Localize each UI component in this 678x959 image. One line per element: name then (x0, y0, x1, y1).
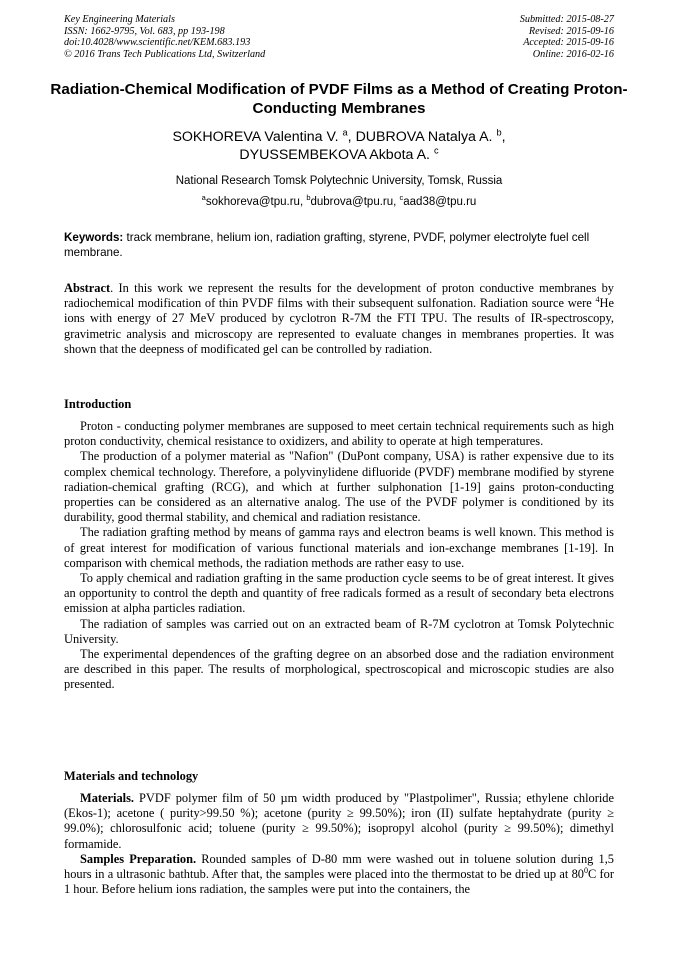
samples-text-1: Rounded samples of D-80 mm were washed out in toluene solution during 1,5 hours in a ultrasonic bathtub. After that, the samples were placed into the thermostat to be dried up at 80 (64, 851, 615, 882)
submitted-date: Submitted: 2015-08-27 (519, 14, 614, 25)
journal-header-right (520, 14, 614, 60)
paper-title: Radiation-Chemical Modification of PVDF Films as a Method of Creating Proton-Conducting Membranes (50, 81, 628, 117)
introduction-body (64, 419, 614, 693)
author-3-sup: c (433, 145, 439, 156)
keywords-label: Keywords: (64, 231, 124, 244)
intro-paragraph-1: Proton - conducting polymer membranes are supposed to meet certain technical requirements such as high proton conductivity, chemical resistance to oxidizers, and ability to operate at high temperatures. (64, 419, 614, 449)
samples-label: Samples Preparation. (80, 851, 197, 866)
author-2: DUBROVA Natalya A. (355, 129, 493, 145)
affiliation: National Research Tomsk Polytechnic University, Tomsk, Russia (175, 175, 503, 187)
intro-paragraph-3: The radiation grafting method by means of gamma rays and electron beams is well known. This method is of great interest for modification of various functional materials and ion-exchange membranes [1-19]. In comparison with chemical methods, the radiation methods are rather easy to use. (64, 525, 614, 570)
author-2-sup: b (496, 127, 502, 138)
abstract-text-1: . In this work we represent the results for the development of proton conductive membranes by radiochemical modification of thin PVDF films with their subsequent sulfonation. Radiation source were (64, 281, 614, 311)
journal-issn: ISSN: 1662-9795, Vol. 683, pp 193-198 (64, 25, 225, 37)
email-3-sup: c (399, 193, 404, 203)
email-2-link[interactable]: dubrova@tpu.ru (310, 196, 394, 208)
materials-text: PVDF polymer film of 50 µm width produced by "Plastpolimer", Russia; ethylene chloride (Ekos-1); acetone ( purity>99.50 %); acetone (purity ≥ 99.50%); iron (II) sulfate heptahydrate (purity ≥ 99.0%); chlorosulfonic acid; toluene (purity ≥ 99.50%); isopropyl alcohol (purity ≥ 99.50%); dimethyl formamide. (64, 791, 614, 851)
author-1-sup: a (342, 127, 348, 138)
materials-label: Materials. (80, 791, 135, 805)
intro-paragraph-6: The experimental dependences of the grafting degree on an absorbed dose and the radiation environment are described in this paper. The results of morphological, spectroscopical and microscopic studies are also presented. (64, 647, 614, 692)
journal-header-left (64, 14, 265, 60)
email-1-link[interactable]: sokhoreva@tpu.ru (205, 196, 300, 208)
author-3: DYUSSEMBEKOVA Akbota A. (239, 147, 430, 163)
keywords-text: track membrane, helium ion, radiation grafting, styrene, PVDF, polymer electrolyte fuel cell membrane. (64, 231, 590, 259)
accepted-date: Accepted: 2015-09-16 (523, 37, 614, 49)
intro-paragraph-4: To apply chemical and radiation grafting in the same production cycle seems to be of great interest. It gives an opportunity to control the depth and quantity of free radicals formed as a result of secondary beta electrons emission at alpha particles radiation. (64, 571, 614, 616)
email-3-link[interactable]: aad38@tpu.ru (403, 196, 477, 208)
revised-date: Revised: 2015-09-16 (528, 25, 614, 37)
email-1-sup: a (201, 193, 206, 203)
email-list: $^a$sokhoreva@tpu.ru, $^b$dubrova@tpu.ru, $^c$aad38@tpu.ru (201, 193, 477, 208)
abstract-label: Abstract (64, 281, 111, 295)
intro-paragraph-5: The radiation of samples was carried out on an extracted beam of R-7M cyclotron at Tomsk Polytechnic University. (64, 616, 614, 646)
abstract (64, 281, 614, 357)
email-2-sup: b (306, 193, 311, 203)
journal-copyright: © 2016 Trans Tech Publications Ltd, Switzerland (64, 48, 266, 60)
abstract-text-2: He ions with energy of 27 MeV produced by cyclotron R-7M the FTI TPU. The results of IR-spectroscopy, gravimetric analysis and microscopy are represented to evaluate changes in membranes properties. It was shown that the deepness of modificated gel can be controlled by radiation. (64, 296, 614, 356)
materials-heading: Materials and technology (64, 769, 199, 783)
abstract-sup: 4 (595, 295, 600, 305)
keywords (64, 231, 614, 260)
online-date: Online: 2016-02-16 (532, 48, 614, 60)
samples-sup: 0 (583, 865, 588, 875)
author-list: SOKHOREVA Valentina V. $^a$, DUBROVA Natalya A. $^b$, DYUSSEMBEKOVA Akbota A. $^c$ (172, 127, 506, 163)
author-1: SOKHOREVA Valentina V. (172, 129, 339, 145)
materials-paragraph (64, 791, 614, 852)
journal-doi: doi:10.4028/www.scientific.net/KEM.683.193 (64, 37, 251, 49)
journal-name: Key Engineering Materials (64, 14, 175, 25)
materials-body (64, 791, 614, 897)
introduction-heading: Introduction (64, 397, 132, 411)
samples-paragraph (64, 852, 614, 898)
samples-text-2: C for 1 hour. Before helium ions radiation, the samples were put into the containers, the (64, 867, 614, 897)
intro-paragraph-2: The production of a polymer material as "Nafion" (DuPont company, USA) is rather expensive due to its complex chemical technology. Therefore, a polyvinylidene difluoride (PVDF) membrane modified by styrene radiation-chemical grafting (RCG), and which at further sulphonation [1-19] gains proton-conducting properties can be considered as an alternative analog. The use of the PVDF polymer is conditioned by its durability, good thermal stability, and chemical and radiation resistance. (64, 449, 614, 525)
